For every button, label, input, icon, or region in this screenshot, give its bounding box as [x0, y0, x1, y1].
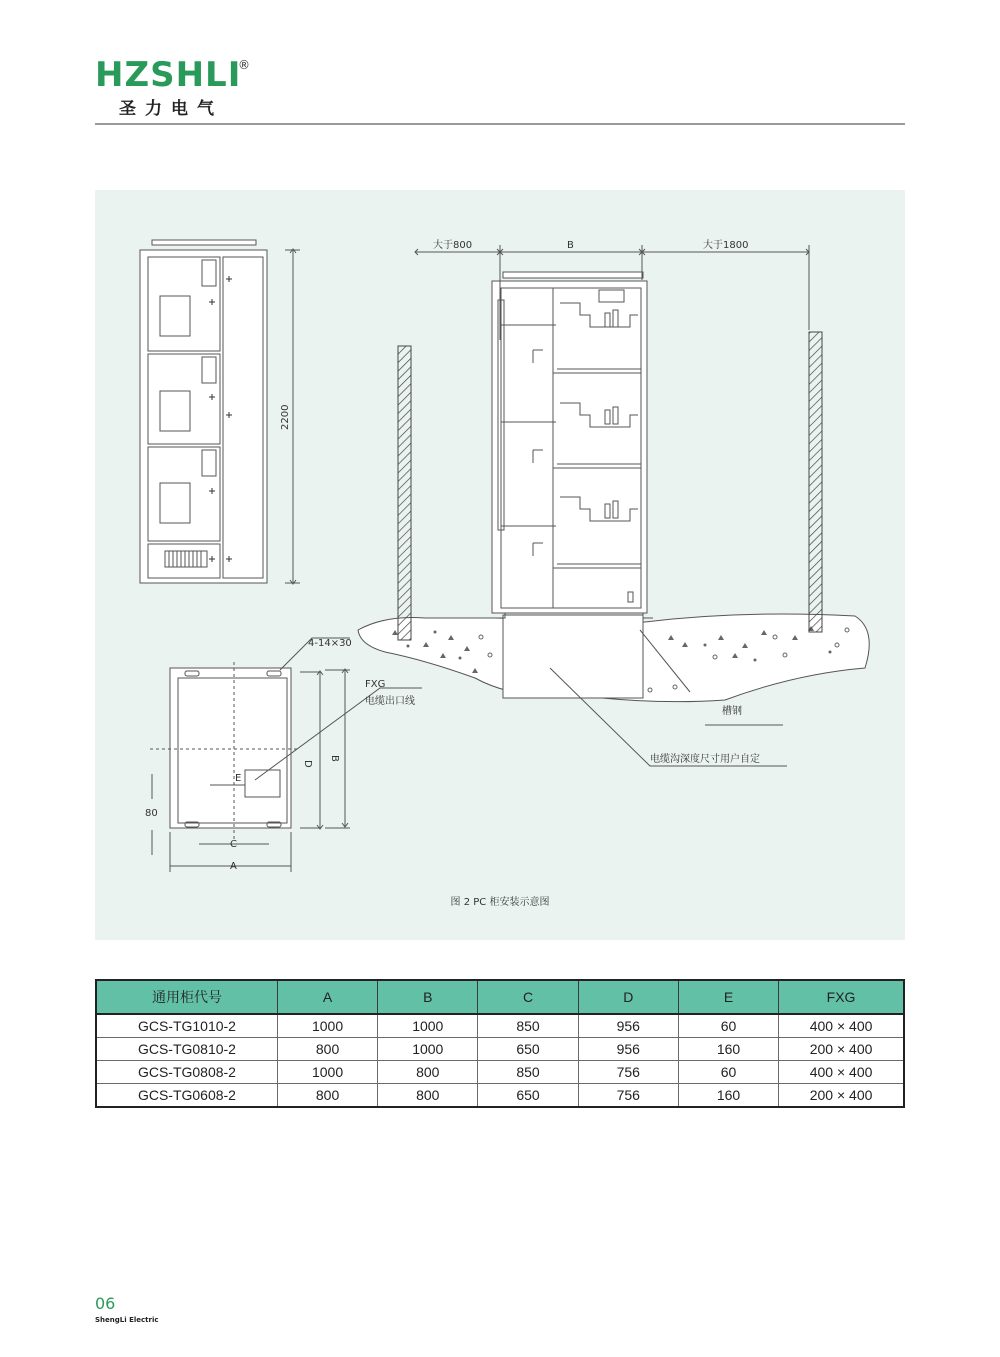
table-row — [96, 1084, 904, 1108]
table-cell: 956 — [578, 1038, 678, 1061]
table-cell: 200 × 400 — [779, 1084, 904, 1108]
cabinet-base-plan — [150, 638, 422, 872]
column-header: A — [277, 980, 377, 1014]
holes-label: 4-14×30 — [308, 638, 352, 649]
table-cell: 60 — [678, 1014, 778, 1038]
table-cell: 400 × 400 — [779, 1014, 904, 1038]
table-row — [96, 1061, 904, 1084]
table-cell: 1000 — [277, 1014, 377, 1038]
dim-a-label: A — [230, 861, 237, 872]
table-cell: 650 — [478, 1084, 578, 1108]
header-divider — [95, 123, 905, 125]
table-cell: 756 — [578, 1061, 678, 1084]
dim-80-label: 80 — [145, 808, 158, 819]
table-cell: 160 — [678, 1084, 778, 1108]
figure-caption: 图 2 PC 柜安装示意图 — [450, 897, 550, 908]
table-cell: 800 — [277, 1038, 377, 1061]
logo-chinese-name: 圣力电气 — [119, 99, 223, 119]
cable-outlet-label: 电缆出口线 — [365, 696, 415, 707]
table-cell: GCS-TG1010-2 — [96, 1014, 277, 1038]
fxg-label: FXG — [365, 679, 386, 690]
table-cell: 956 — [578, 1014, 678, 1038]
table-header-row — [96, 980, 904, 1014]
table-cell: 650 — [478, 1038, 578, 1061]
channel-steel-label: 槽钢 — [722, 706, 742, 717]
table-cell: 160 — [678, 1038, 778, 1061]
column-header: E — [678, 980, 778, 1014]
table-cell: 1000 — [378, 1014, 478, 1038]
dim-e-label: E — [235, 773, 242, 784]
installation-drawing — [95, 190, 905, 940]
table-cell: 1000 — [277, 1061, 377, 1084]
table-cell: 400 × 400 — [779, 1061, 904, 1084]
cabinet-front-view — [140, 240, 300, 584]
cabinet-side-section — [358, 245, 869, 766]
table-cell: 756 — [578, 1084, 678, 1108]
table-cell: 800 — [277, 1084, 377, 1108]
table-row — [96, 1038, 904, 1061]
logo-wordmark: HZSHLI — [95, 55, 242, 95]
table-cell: 1000 — [378, 1038, 478, 1061]
table-cell: GCS-TG0608-2 — [96, 1084, 277, 1108]
table-cell: 800 — [378, 1084, 478, 1108]
dim-d-label: D — [302, 760, 313, 768]
registered-mark: ® — [238, 58, 250, 72]
column-header: B — [378, 980, 478, 1014]
footer-brand: ShengLi Electric — [95, 1316, 159, 1324]
table-cell: 60 — [678, 1061, 778, 1084]
dim-b-label: B — [329, 755, 340, 762]
column-header: D — [578, 980, 678, 1014]
dim-c-label: C — [230, 839, 237, 850]
page-number: 06 — [95, 1294, 116, 1313]
installation-figure — [95, 190, 905, 940]
trench-depth-note: 电缆沟深度尺寸用户自定 — [650, 754, 760, 765]
table-cell: 850 — [478, 1014, 578, 1038]
table-cell: GCS-TG0808-2 — [96, 1061, 277, 1084]
height-dimension-label: 2200 — [280, 404, 291, 430]
table-row — [96, 1014, 904, 1038]
dimensions-table — [95, 979, 905, 1108]
table-cell: 850 — [478, 1061, 578, 1084]
column-header: 通用柜代号 — [96, 980, 277, 1014]
depth-b-label: B — [567, 240, 574, 251]
table-cell: GCS-TG0810-2 — [96, 1038, 277, 1061]
table-cell: 800 — [378, 1061, 478, 1084]
company-logo — [95, 55, 250, 119]
column-header: FXG — [779, 980, 904, 1014]
table-cell: 200 × 400 — [779, 1038, 904, 1061]
rear-clearance-label: 大于1800 — [703, 240, 749, 251]
column-header: C — [478, 980, 578, 1014]
front-clearance-label: 大于800 — [433, 240, 473, 251]
